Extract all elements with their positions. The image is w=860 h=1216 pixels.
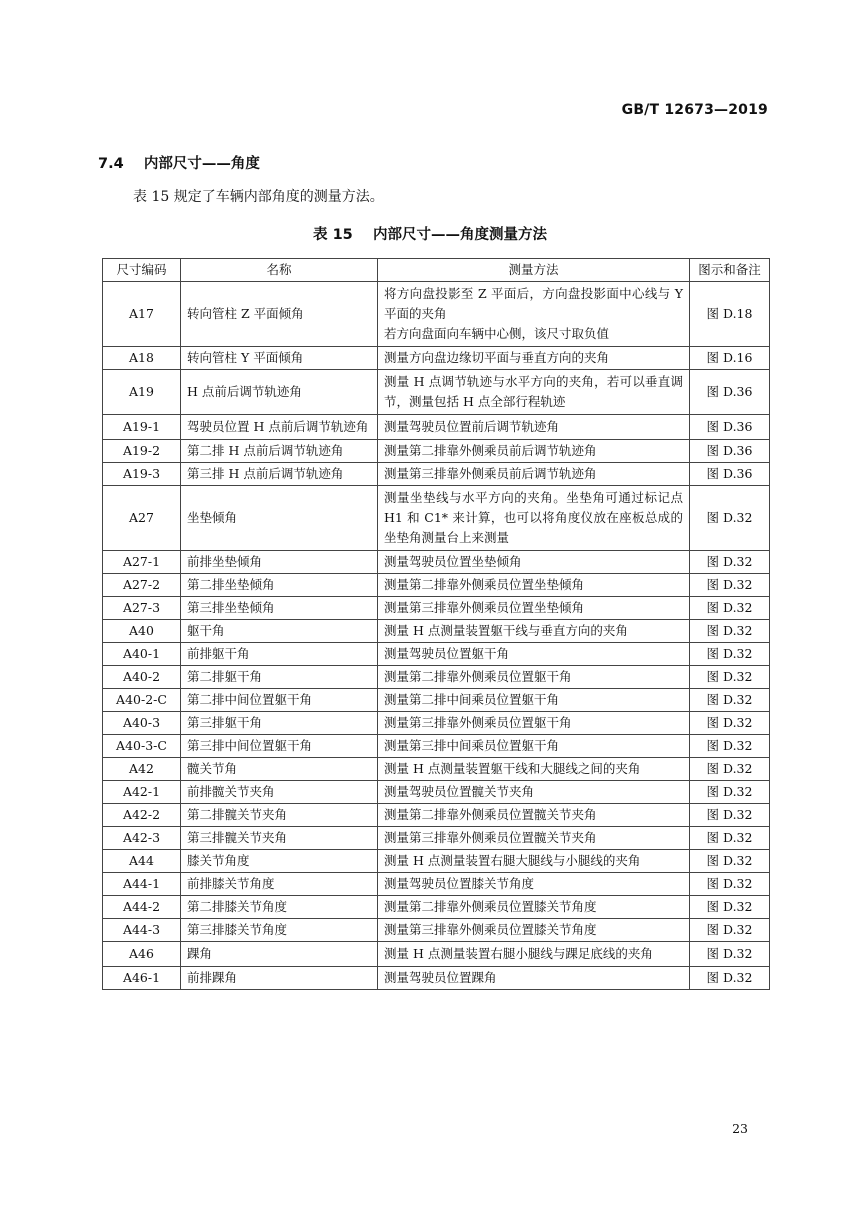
cell-method: 测量第二排靠外侧乘员位置坐垫倾角 [378, 574, 690, 597]
cell-method: 测量 H 点调节轨迹与水平方向的夹角，若可以垂直调节，测量包括 H 点全部行程轨迹 [378, 370, 690, 415]
cell-figure: 图 D.32 [690, 873, 770, 896]
cell-code: A17 [103, 282, 181, 347]
cell-method: 测量第三排靠外侧乘员位置躯干角 [378, 712, 690, 735]
cell-method: 测量第三排靠外侧乘员位置坐垫倾角 [378, 597, 690, 620]
cell-figure: 图 D.36 [690, 440, 770, 463]
cell-name: 第二排坐垫倾角 [181, 574, 378, 597]
cell-method: 测量第三排靠外侧乘员位置膝关节角度 [378, 919, 690, 942]
cell-figure: 图 D.32 [690, 597, 770, 620]
cell-name: 第三排 H 点前后调节轨迹角 [181, 463, 378, 486]
cell-code: A40 [103, 620, 181, 643]
cell-method: 测量方向盘边缘切平面与垂直方向的夹角 [378, 347, 690, 370]
cell-figure: 图 D.32 [690, 804, 770, 827]
table-row [103, 942, 770, 967]
cell-name: 踝角 [181, 942, 378, 967]
cell-figure: 图 D.32 [690, 735, 770, 758]
table-row [103, 666, 770, 689]
cell-method: 测量 H 点测量装置躯干线和大腿线之间的夹角 [378, 758, 690, 781]
table-body [103, 282, 770, 990]
cell-name: 前排髋关节夹角 [181, 781, 378, 804]
cell-name: 第三排中间位置躯干角 [181, 735, 378, 758]
cell-name: 前排坐垫倾角 [181, 551, 378, 574]
cell-code: A44-3 [103, 919, 181, 942]
intro-paragraph: 表 15 规定了车辆内部角度的测量方法。 [133, 189, 384, 205]
cell-method: 测量驾驶员位置躯干角 [378, 643, 690, 666]
cell-name: 躯干角 [181, 620, 378, 643]
column-header-method: 测量方法 [378, 259, 690, 282]
table-row [103, 574, 770, 597]
cell-code: A40-2-C [103, 689, 181, 712]
table-row [103, 440, 770, 463]
cell-method: 测量第二排靠外侧乘员前后调节轨迹角 [378, 440, 690, 463]
cell-code: A46 [103, 942, 181, 967]
table-row [103, 597, 770, 620]
cell-method: 测量第三排靠外侧乘员前后调节轨迹角 [378, 463, 690, 486]
cell-figure: 图 D.32 [690, 689, 770, 712]
cell-name: 前排躯干角 [181, 643, 378, 666]
cell-method: 测量坐垫线与水平方向的夹角。坐垫角可通过标记点 H1 和 C1* 来计算，也可以将角度仪放在座板总成的坐垫角测量台上来测量 [378, 486, 690, 551]
cell-code: A27-3 [103, 597, 181, 620]
table-row [103, 620, 770, 643]
cell-method: 测量第二排靠外侧乘员位置髋关节夹角 [378, 804, 690, 827]
page-number: 23 [732, 1121, 748, 1136]
cell-name: 前排膝关节角度 [181, 873, 378, 896]
cell-code: A40-3 [103, 712, 181, 735]
table-row [103, 689, 770, 712]
cell-figure: 图 D.32 [690, 850, 770, 873]
cell-name: 驾驶员位置 H 点前后调节轨迹角 [181, 415, 378, 440]
cell-code: A40-1 [103, 643, 181, 666]
cell-method: 测量驾驶员位置踝角 [378, 967, 690, 990]
table-row [103, 486, 770, 551]
measurement-table [102, 258, 770, 990]
cell-code: A19 [103, 370, 181, 415]
cell-method: 测量驾驶员位置前后调节轨迹角 [378, 415, 690, 440]
cell-figure: 图 D.32 [690, 781, 770, 804]
table-row [103, 735, 770, 758]
cell-figure: 图 D.32 [690, 942, 770, 967]
cell-figure: 图 D.32 [690, 896, 770, 919]
cell-name: 髋关节角 [181, 758, 378, 781]
column-header-figure: 图示和备注 [690, 259, 770, 282]
table-row [103, 282, 770, 347]
cell-method: 测量第三排中间乘员位置躯干角 [378, 735, 690, 758]
cell-figure: 图 D.32 [690, 620, 770, 643]
cell-method: 测量驾驶员位置膝关节角度 [378, 873, 690, 896]
cell-code: A42-2 [103, 804, 181, 827]
cell-method: 将方向盘投影至 Z 平面后，方向盘投影面中心线与 Y 平面的夹角 若方向盘面向车辆中心侧，该尺寸取负值 [378, 282, 690, 347]
cell-method: 测量 H 点测量装置躯干线与垂直方向的夹角 [378, 620, 690, 643]
cell-name: 第二排膝关节角度 [181, 896, 378, 919]
cell-name: 第二排 H 点前后调节轨迹角 [181, 440, 378, 463]
standard-number: GB/T 12673—2019 [621, 102, 768, 118]
table-row [103, 758, 770, 781]
cell-method: 测量驾驶员位置髋关节夹角 [378, 781, 690, 804]
cell-figure: 图 D.32 [690, 551, 770, 574]
cell-method: 测量 H 点测量装置右腿小腿线与踝足底线的夹角 [378, 942, 690, 967]
cell-figure: 图 D.36 [690, 415, 770, 440]
cell-name: 前排踝角 [181, 967, 378, 990]
table-row [103, 850, 770, 873]
cell-code: A19-3 [103, 463, 181, 486]
table-row [103, 643, 770, 666]
cell-method: 测量驾驶员位置坐垫倾角 [378, 551, 690, 574]
cell-code: A44-1 [103, 873, 181, 896]
cell-code: A40-3-C [103, 735, 181, 758]
table-row [103, 919, 770, 942]
cell-figure: 图 D.18 [690, 282, 770, 347]
cell-name: H 点前后调节轨迹角 [181, 370, 378, 415]
table-row [103, 463, 770, 486]
cell-code: A44-2 [103, 896, 181, 919]
cell-code: A27-1 [103, 551, 181, 574]
table-row [103, 967, 770, 990]
cell-figure: 图 D.32 [690, 967, 770, 990]
table-row [103, 804, 770, 827]
cell-code: A44 [103, 850, 181, 873]
cell-method: 测量第二排靠外侧乘员位置躯干角 [378, 666, 690, 689]
cell-code: A42-3 [103, 827, 181, 850]
cell-figure: 图 D.32 [690, 666, 770, 689]
cell-name: 第三排髋关节夹角 [181, 827, 378, 850]
cell-figure: 图 D.32 [690, 486, 770, 551]
table-row [103, 415, 770, 440]
cell-name: 第三排膝关节角度 [181, 919, 378, 942]
cell-figure: 图 D.32 [690, 712, 770, 735]
table-header-row [103, 259, 770, 282]
cell-method: 测量 H 点测量装置右腿大腿线与小腿线的夹角 [378, 850, 690, 873]
cell-method: 测量第三排靠外侧乘员位置髋关节夹角 [378, 827, 690, 850]
cell-figure: 图 D.32 [690, 827, 770, 850]
cell-figure: 图 D.36 [690, 370, 770, 415]
cell-name: 转向管柱 Y 平面倾角 [181, 347, 378, 370]
cell-name: 第三排坐垫倾角 [181, 597, 378, 620]
table-caption: 表 15 内部尺寸——角度测量方法 [313, 227, 547, 243]
cell-name: 膝关节角度 [181, 850, 378, 873]
cell-code: A19-2 [103, 440, 181, 463]
section-heading: 7.4 内部尺寸——角度 [98, 156, 260, 172]
cell-name: 第二排髋关节夹角 [181, 804, 378, 827]
column-header-code: 尺寸编码 [103, 259, 181, 282]
cell-code: A27 [103, 486, 181, 551]
cell-code: A19-1 [103, 415, 181, 440]
table-row [103, 551, 770, 574]
cell-figure: 图 D.32 [690, 758, 770, 781]
table-row [103, 781, 770, 804]
cell-figure: 图 D.32 [690, 919, 770, 942]
cell-name: 第二排躯干角 [181, 666, 378, 689]
cell-figure: 图 D.16 [690, 347, 770, 370]
cell-name: 第二排中间位置躯干角 [181, 689, 378, 712]
cell-name: 第三排躯干角 [181, 712, 378, 735]
column-header-name: 名称 [181, 259, 378, 282]
table-row [103, 873, 770, 896]
cell-figure: 图 D.36 [690, 463, 770, 486]
cell-method: 测量第二排中间乘员位置躯干角 [378, 689, 690, 712]
cell-code: A18 [103, 347, 181, 370]
cell-code: A42 [103, 758, 181, 781]
cell-method: 测量第二排靠外侧乘员位置膝关节角度 [378, 896, 690, 919]
cell-figure: 图 D.32 [690, 574, 770, 597]
table-row [103, 896, 770, 919]
cell-code: A42-1 [103, 781, 181, 804]
cell-figure: 图 D.32 [690, 643, 770, 666]
cell-code: A40-2 [103, 666, 181, 689]
cell-code: A27-2 [103, 574, 181, 597]
cell-name: 坐垫倾角 [181, 486, 378, 551]
table-row [103, 712, 770, 735]
table-row [103, 827, 770, 850]
cell-name: 转向管柱 Z 平面倾角 [181, 282, 378, 347]
table-row [103, 370, 770, 415]
table-row [103, 347, 770, 370]
cell-code: A46-1 [103, 967, 181, 990]
